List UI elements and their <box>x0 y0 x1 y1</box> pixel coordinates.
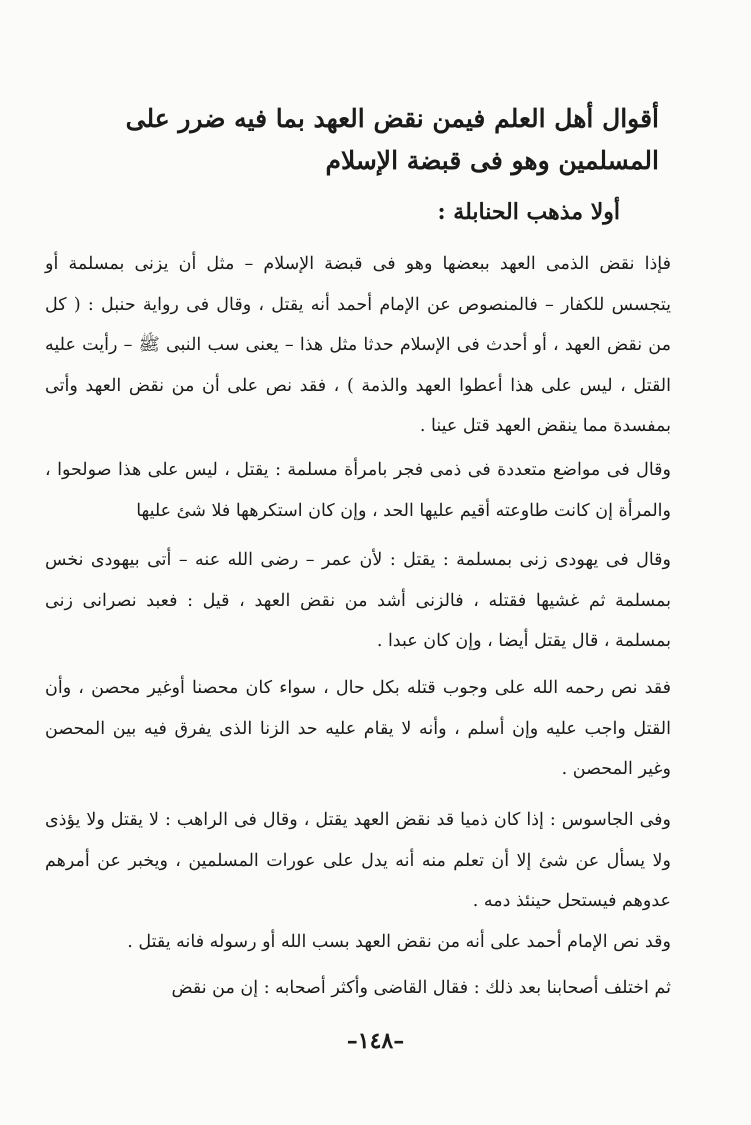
paragraph-3: وقال فى يهودى زنى بمسلمة : يقتل : لأن عمر – رضى الله عنه – أتى بيهودى نخس بمسلمة ثم غشيها فقتله ، فالزنى أشد من نقض العهد ، قيل : فعبد نصرانى زنى بمسلمة ، قال يقتل أيضا ، وإن كان عبدا . <box>45 550 671 651</box>
paragraph-4: فقد نص رحمه الله على وجوب قتله بكل حال ، سواء كان محصنا أوغير محصن ، وأن القتل واجب عليه وإن أسلم ، وأنه لا يقام عليه حد الزنا الذى يفرق فيه بين المحصن وغير المحصن . <box>45 678 671 779</box>
section-title: أقوال أهل العلم فيمن نقض العهد بما فيه ضرر على المسلمين وهو فى قبضة الإسلام <box>125 104 659 175</box>
paragraph-6: وقد نص الإمام أحمد على أنه من نقض العهد بسب الله أو رسوله فانه يقتل . <box>127 932 671 952</box>
page-number: –١٤٨– <box>346 1028 405 1054</box>
section-subtitle: أولا مذهب الحنابلة : <box>437 199 620 225</box>
paragraph-1: فإذا نقض الذمى العهد ببعضها وهو فى قبضة الإسلام – مثل أن يزنى بمسلمة أو يتجسس للكفار – فالمنصوص عن الإمام أحمد أنه يقتل ، وقال فى رواية حنبل : ( كل من نقض العهد ، أو أحدث فى الإسلام حدثا مثل هذا – يعنى سب النبى ﷺ – رأيت عليه القتل ، ليس على هذا أعطوا العهد والذمة ) ، فقد نص على أن من نقض العهد وأتى بمفسدة مما ينقض العهد قتل عينا . <box>45 254 671 436</box>
paragraph-7: ثم اختلف أصحابنا بعد ذلك : فقال القاضى وأكثر أصحابه : إن من نقض <box>171 978 671 998</box>
paragraph-5: وفى الجاسوس : إذا كان ذميا قد نقض العهد يقتل ، وقال فى الراهب : لا يقتل ولا يؤذى ولا يسأل عن شئ إلا أن تعلم منه أنه يدل على عورات المسلمين ، ويخبر عن أمرهم عدوهم فيستحل حينئذ دمه . <box>45 810 671 911</box>
paragraph-2: وقال فى مواضع متعددة فى ذمى فجر بامرأة مسلمة : يقتل ، ليس على هذا صولحوا ، والمرأة إن كانت طاوعته أقيم عليها الحد ، وإن كان استكرهها فلا شئ عليها <box>45 460 671 521</box>
